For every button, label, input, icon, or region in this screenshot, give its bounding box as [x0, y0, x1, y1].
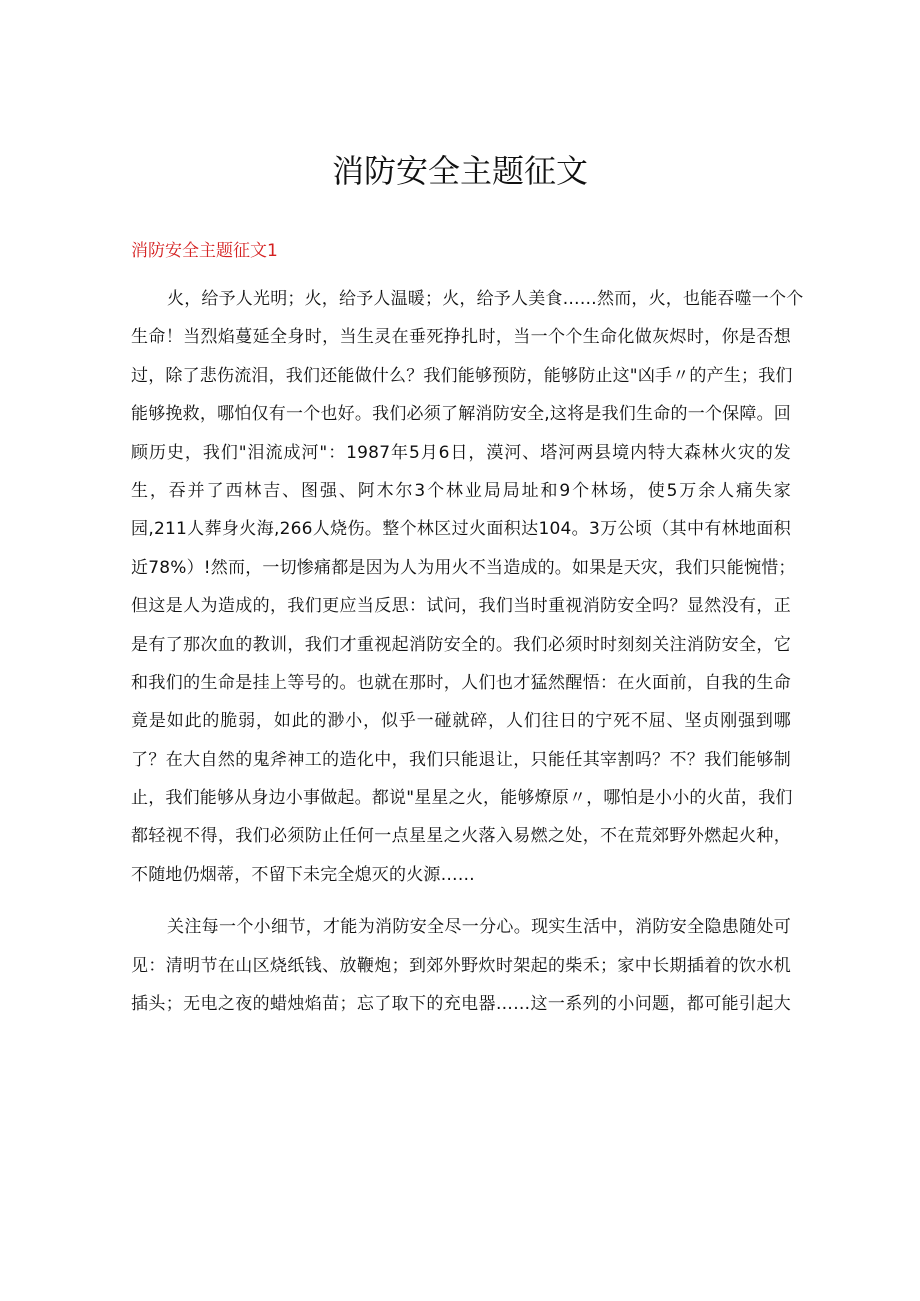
- text-line: 关注每一个小细节，才能为消防安全尽一分心。现实生活中，消防安全隐患随处可: [167, 917, 791, 938]
- text-line: 生，吞并了西林吉、图强、阿木尔3个林业局局址和9个林场，使5万余人痛失家: [131, 480, 791, 501]
- text-line: 竟是如此的脆弱，如此的渺小，似乎一碰就碎，人们往日的宁死不屈、坚贞刚强到哪: [131, 711, 791, 732]
- section-heading: 消防安全主题征文1: [131, 241, 278, 261]
- text-line: 插头；无电之夜的蜡烛焰苗；忘了取下的充电器……这一系列的小问题，都可能引起大: [131, 994, 791, 1015]
- text-line: 是有了那次血的教训，我们才重视起消防安全的。我们必须时时刻刻关注消防安全，它: [131, 634, 791, 655]
- text-line: 和我们的生命是挂上等号的。也就在那时，人们也才猛然醒悟：在火面前，自我的生命: [131, 672, 791, 693]
- text-line: 了？在大自然的鬼斧神工的造化中，我们只能退让，只能任其宰割吗？不？我们能够制: [131, 749, 791, 770]
- paragraph-1: [131, 280, 804, 894]
- text-line: 顾历史，我们"泪流成河"：1987年5月6日，漠河、塔河两县境内特大森林火灾的发: [131, 442, 791, 463]
- text-line: 园,211人葬身火海,266人烧伤。整个林区过火面积达104。3万公顷（其中有林地面积: [131, 519, 791, 540]
- paragraph-2: [131, 908, 791, 1023]
- text-line: 火，给予人光明；火，给予人温暖；火，给予人美食……然而，火，也能吞噬一个个: [167, 289, 804, 309]
- text-line: 能够挽救，哪怕仅有一个也好。我们必须了解消防安全,这将是我们生命的一个保障。回: [131, 404, 791, 425]
- text-line: 但这是人为造成的，我们更应当反思：试问，我们当时重视消防安全吗？显然没有，正: [131, 596, 791, 617]
- text-line: 近78%）!然而，一切惨痛都是因为人为用火不当造成的。如果是天灾，我们只能惋惜；: [131, 557, 796, 578]
- text-line: 不随地仍烟蒂，不留下未完全熄灭的火源……: [131, 864, 475, 885]
- document-title: 消防安全主题征文: [331, 152, 588, 190]
- text-line: 见：清明节在山区烧纸钱、放鞭炮；到郊外野炊时架起的柴禾；家中长期插着的饮水机: [131, 955, 791, 976]
- essay-body: [131, 280, 804, 1023]
- text-line: 都轻视不得，我们必须防止任何一点星星之火落入易燃之处，不在荒郊野外燃起火种，: [131, 826, 791, 847]
- text-line: 止，我们能够从身边小事做起。都说"星星之火，能够燎原〃，哪怕是小小的火苗，我们: [131, 788, 793, 809]
- text-line: 生命！当烈焰蔓延全身时，当生灵在垂死挣扎时，当一个个生命化做灰烬时，你是否想: [131, 327, 791, 348]
- text-line: 过，除了悲伤流泪，我们还能做什么？我们能够预防，能够防止这"凶手〃的产生；我们: [131, 365, 793, 386]
- paragraph-gap: [131, 894, 791, 908]
